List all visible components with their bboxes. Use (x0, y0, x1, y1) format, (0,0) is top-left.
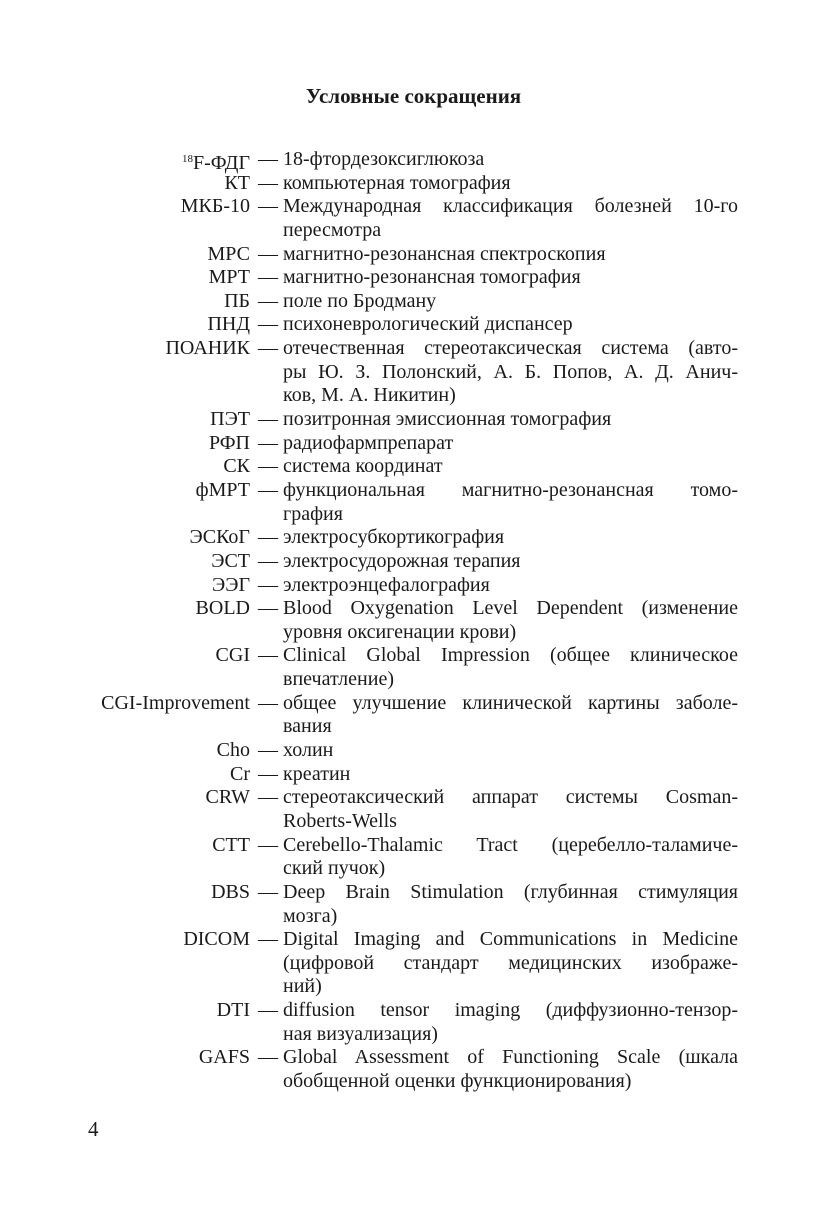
dash-separator: — (258, 691, 278, 714)
abbreviation-term (40, 739, 250, 763)
abbreviation-definition (283, 644, 738, 691)
definition-line: система координат (283, 455, 443, 478)
abbreviation-entry (0, 1046, 827, 1093)
dash-separator: — (258, 833, 278, 856)
dash-separator: — (258, 573, 278, 596)
abbreviation-term (40, 763, 250, 787)
abbreviation-text: CRW (205, 786, 250, 809)
dash-separator: — (258, 431, 278, 454)
page-number: 4 (88, 1117, 99, 1141)
abbreviation-definition (283, 479, 738, 526)
abbreviation-text: F-ФДГ (192, 152, 250, 174)
abbreviation-entry (0, 266, 827, 290)
abbreviation-entry (0, 455, 827, 479)
abbreviation-term (40, 644, 250, 668)
dash-separator: — (258, 739, 278, 762)
abbreviation-text: СК (223, 455, 250, 478)
definition-line: функциональная магнитно-резонансная томо- (283, 478, 738, 501)
abbreviation-entry (0, 337, 827, 408)
abbreviation-entry (0, 739, 827, 763)
definition-line: компьютерная томография (283, 171, 511, 194)
dash-separator: — (258, 478, 278, 501)
dash-separator: — (258, 762, 278, 785)
abbreviation-text: ПЭТ (210, 408, 250, 431)
abbreviation-term (40, 786, 250, 810)
abbreviation-term (40, 928, 250, 952)
dash-separator: — (258, 242, 278, 265)
abbreviation-term (40, 290, 250, 314)
definition-line: Clinical Global Impression (общее клиническое (283, 644, 738, 667)
abbreviation-text: ЭЭГ (212, 573, 250, 596)
definition-line: вания (283, 715, 332, 738)
definition-line: ний) (283, 975, 322, 998)
dash-separator: — (258, 171, 278, 194)
abbreviation-text: ЭСКоГ (189, 526, 250, 549)
abbreviation-text: МКБ-10 (180, 195, 250, 218)
abbreviation-entry (0, 644, 827, 691)
abbreviation-definition (283, 739, 738, 763)
definition-line: Roberts-Wells (283, 809, 397, 832)
dash-separator: — (258, 408, 278, 431)
abbreviation-term (40, 881, 250, 905)
definition-line: электроэнцефалография (283, 573, 490, 596)
definition-line: креатин (283, 762, 351, 785)
abbreviation-entry (0, 243, 827, 267)
definition-line: обобщенной оценки функционирования) (283, 1069, 632, 1092)
dash-separator: — (258, 455, 278, 478)
definition-line: ры Ю. З. Полонский, А. Б. Попов, А. Д. Анич- (283, 360, 738, 383)
abbreviation-entry (0, 313, 827, 337)
dash-separator: — (258, 148, 278, 170)
abbreviation-text: МРТ (208, 266, 250, 289)
dash-separator: — (258, 266, 278, 289)
abbreviation-term (40, 692, 250, 716)
definition-line: стереотаксический аппарат системы Cosman- (283, 786, 738, 809)
abbreviation-entry (0, 999, 827, 1046)
dash-separator: — (258, 644, 278, 667)
abbreviation-superscript: 18 (181, 153, 193, 165)
abbreviation-definition (283, 266, 738, 290)
dash-separator: — (258, 289, 278, 312)
abbreviation-term (40, 266, 250, 290)
abbreviation-definition (283, 597, 738, 644)
definition-line: ков, М. А. Никитин) (283, 384, 456, 407)
abbreviation-definition (283, 999, 738, 1046)
definition-line: 18-фтордезоксиглюкоза (283, 148, 485, 170)
abbreviation-definition (283, 692, 738, 739)
abbreviation-entry (0, 763, 827, 787)
abbreviation-text: Cr (230, 762, 250, 785)
definition-line: diffusion tensor imaging (диффузионно-тензор- (283, 999, 738, 1022)
abbreviation-definition (283, 928, 738, 999)
abbreviation-text: CGI (215, 644, 250, 667)
abbreviation-entry (0, 881, 827, 928)
page-title: Условные сокращения (305, 84, 522, 108)
abbreviation-definition (283, 786, 738, 833)
definition-line: магнитно-резонансная спектроскопия (283, 242, 606, 265)
dash-separator: — (258, 786, 278, 809)
abbreviation-entry (0, 928, 827, 999)
abbreviation-term (40, 195, 250, 219)
dash-separator: — (258, 313, 278, 336)
dash-separator: — (258, 526, 278, 549)
abbreviation-text: ПОАНИК (165, 337, 250, 360)
abbreviation-text: BOLD (195, 597, 250, 620)
abbreviation-term (40, 172, 250, 196)
abbreviation-definition (283, 455, 738, 479)
abbreviation-entry (0, 597, 827, 644)
abbreviation-definition (283, 195, 738, 242)
dash-separator: — (258, 597, 278, 620)
abbreviation-definition (283, 313, 738, 337)
definition-line: холин (283, 739, 334, 762)
abbreviation-term (40, 834, 250, 858)
abbreviation-text: Cho (216, 739, 250, 762)
definition-line: позитронная эмиссионная томография (283, 408, 612, 431)
abbreviation-entry (0, 195, 827, 242)
abbreviation-entry (0, 172, 827, 196)
abbreviation-term (40, 432, 250, 456)
abbreviation-term (40, 999, 250, 1023)
definition-line: Cerebello-Thalamic Tract (церебелло-таламиче- (283, 833, 738, 856)
abbreviation-definition (283, 432, 738, 456)
definition-line: поле по Бродману (283, 289, 437, 312)
definition-line: впечатление) (283, 668, 394, 691)
abbreviation-entry (0, 692, 827, 739)
definition-line: уровня оксигенации крови) (283, 620, 517, 643)
abbreviation-term (40, 526, 250, 550)
abbreviation-definition (283, 243, 738, 267)
dash-separator: — (258, 928, 278, 951)
abbreviation-term (40, 337, 250, 361)
abbreviation-term (40, 243, 250, 267)
abbreviation-text: DBS (211, 880, 250, 903)
definition-line: Международная классификация болезней 10-го (283, 195, 738, 218)
definition-line: магнитно-резонансная томография (283, 266, 581, 289)
abbreviation-definition (283, 834, 738, 881)
abbreviation-text: CGI-Improvement (101, 691, 250, 714)
abbreviation-term (40, 455, 250, 479)
abbreviation-definition (283, 550, 738, 574)
definition-line: радиофармпрепарат (283, 431, 454, 454)
abbreviation-entry (0, 408, 827, 432)
abbreviation-text: ПНД (207, 313, 250, 336)
definition-line: ная визуализация) (283, 1022, 438, 1045)
abbreviation-text: КТ (224, 171, 250, 194)
abbreviation-entry (0, 479, 827, 526)
abbreviation-list (0, 148, 827, 1094)
definition-line: электросудорожная терапия (283, 549, 521, 572)
definition-line: электросубкортикография (283, 526, 505, 549)
dash-separator: — (258, 337, 278, 360)
definition-line: мозга) (283, 904, 338, 927)
abbreviation-text: DICOM (183, 928, 250, 951)
definition-line: ский пучок) (283, 857, 386, 880)
abbreviation-definition (283, 290, 738, 314)
abbreviation-text: DTI (216, 999, 250, 1022)
abbreviation-entry (0, 290, 827, 314)
abbreviation-entry (0, 786, 827, 833)
abbreviation-entry (0, 834, 827, 881)
abbreviation-entry (0, 526, 827, 550)
definition-line: Global Assessment of Functioning Scale (шкала (283, 1046, 738, 1069)
definition-line: графия (283, 502, 343, 525)
definition-line: Digital Imaging and Communications in Medicine (283, 928, 738, 951)
abbreviation-definition (283, 881, 738, 928)
definition-line: психоневрологический диспансер (283, 313, 573, 336)
definition-line: Blood Oxygenation Level Dependent (изменение (283, 597, 738, 620)
abbreviation-term (40, 313, 250, 337)
dash-separator: — (258, 999, 278, 1022)
abbreviation-text: МРС (207, 242, 250, 265)
definition-line: пересмотра (283, 218, 382, 241)
abbreviation-definition (283, 337, 738, 408)
abbreviation-definition (283, 763, 738, 787)
dash-separator: — (258, 1046, 278, 1069)
abbreviation-text: ПБ (224, 289, 250, 312)
definition-line: общее улучшение клинической картины заболе- (283, 691, 738, 714)
dash-separator: — (258, 880, 278, 903)
abbreviation-definition (283, 148, 738, 172)
abbreviation-term (40, 479, 250, 503)
abbreviation-text: фМРТ (195, 478, 250, 501)
abbreviation-term (40, 1046, 250, 1070)
abbreviation-term (40, 597, 250, 621)
abbreviation-definition (283, 1046, 738, 1093)
definition-line: (цифровой стандарт медицинских изображе- (283, 951, 738, 974)
abbreviation-term (40, 550, 250, 574)
abbreviation-definition (283, 574, 738, 598)
abbreviation-entry (0, 550, 827, 574)
abbreviation-entry (0, 148, 827, 172)
abbreviation-definition (283, 172, 738, 196)
dash-separator: — (258, 195, 278, 218)
abbreviation-text: GAFS (198, 1046, 250, 1069)
abbreviation-term (40, 574, 250, 598)
abbreviation-entry (0, 432, 827, 456)
definition-line: Deep Brain Stimulation (глубинная стимуляция (283, 880, 738, 903)
abbreviation-definition (283, 526, 738, 550)
abbreviation-term (40, 408, 250, 432)
dash-separator: — (258, 549, 278, 572)
abbreviation-text: CTT (212, 833, 250, 856)
abbreviation-text: ЭСТ (211, 549, 250, 572)
abbreviation-text: РФП (208, 431, 250, 454)
abbreviation-definition (283, 408, 738, 432)
definition-line: отечественная стереотаксическая система (авто- (283, 337, 738, 360)
abbreviation-entry (0, 574, 827, 598)
